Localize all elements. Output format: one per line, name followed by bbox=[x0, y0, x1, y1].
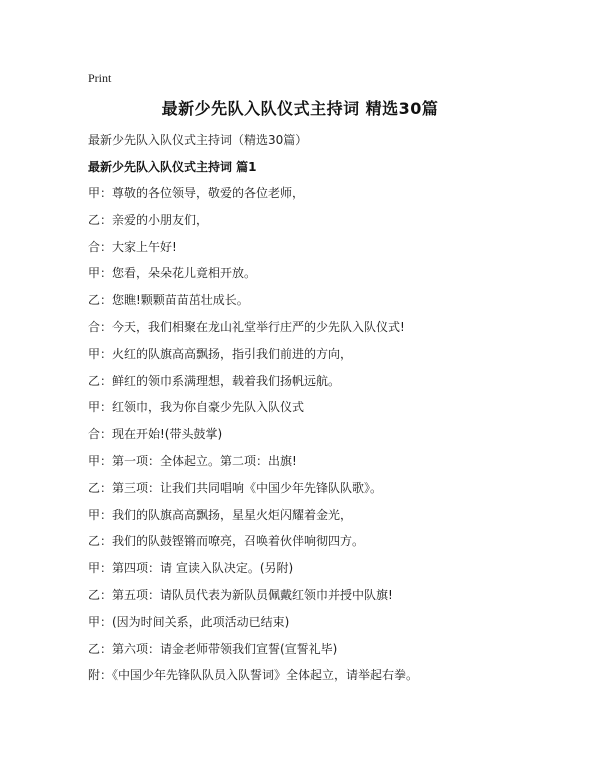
script-line: 附：《中国少年先锋队队员入队誓词》全体起立，请举起右拳。 bbox=[88, 668, 419, 683]
script-line: 乙：亲爱的小朋友们， bbox=[88, 212, 209, 227]
page-title: 最新少先队入队仪式主持词 精选30篇 bbox=[161, 99, 439, 118]
script-line: 乙：我们的队鼓铿锵而嘹亮，召唤着伙伴响彻四方。 bbox=[88, 534, 365, 549]
script-line: 甲：第一项：全体起立。第二项：出旗! bbox=[88, 453, 297, 468]
script-line: 甲：(因为时间关系，此项活动已结束) bbox=[88, 614, 290, 629]
script-line: 甲：我们的队旗高高飘扬，星星火炬闪耀着金光， bbox=[88, 507, 353, 522]
script-line: 甲：火红的队旗高高飘扬，指引我们前进的方向， bbox=[88, 346, 353, 361]
document-subtitle: 最新少先队入队仪式主持词（精选30篇） bbox=[88, 133, 308, 147]
script-line: 合：大家上午好! bbox=[88, 239, 177, 254]
print-link[interactable]: Print bbox=[88, 71, 112, 85]
script-line: 乙：第五项：请队员代表为新队员佩戴红领巾并授中队旗! bbox=[88, 587, 393, 602]
script-line: 甲：尊敬的各位领导，敬爱的各位老师， bbox=[88, 186, 305, 200]
script-line: 乙：您瞧!颗颗苗苗茁壮成长。 bbox=[88, 293, 249, 308]
script-line: 甲：第四项：请 宣读入队决定。(另附) bbox=[88, 561, 294, 576]
script-lines bbox=[88, 185, 568, 694]
section-heading: 最新少先队入队仪式主持词 篇1 bbox=[88, 160, 257, 174]
script-line: 甲：您看，朵朵花儿竟相开放。 bbox=[88, 266, 257, 281]
script-line: 甲：红领巾，我为你自豪少先队入队仪式 bbox=[88, 400, 305, 415]
script-line: 合：今天，我们相聚在龙山礼堂举行庄严的少先队入队仪式! bbox=[88, 319, 405, 334]
script-line: 乙：鲜红的领巾系满理想，载着我们扬帆远航。 bbox=[88, 373, 341, 388]
script-line: 合：现在开始!(带头鼓掌) bbox=[88, 427, 223, 442]
script-line: 乙：第六项：请金老师带领我们宣誓(宣誓礼毕) bbox=[88, 641, 338, 656]
script-line: 乙：第三项：让我们共同唱响《中国少年先锋队队歌》。 bbox=[88, 480, 383, 495]
